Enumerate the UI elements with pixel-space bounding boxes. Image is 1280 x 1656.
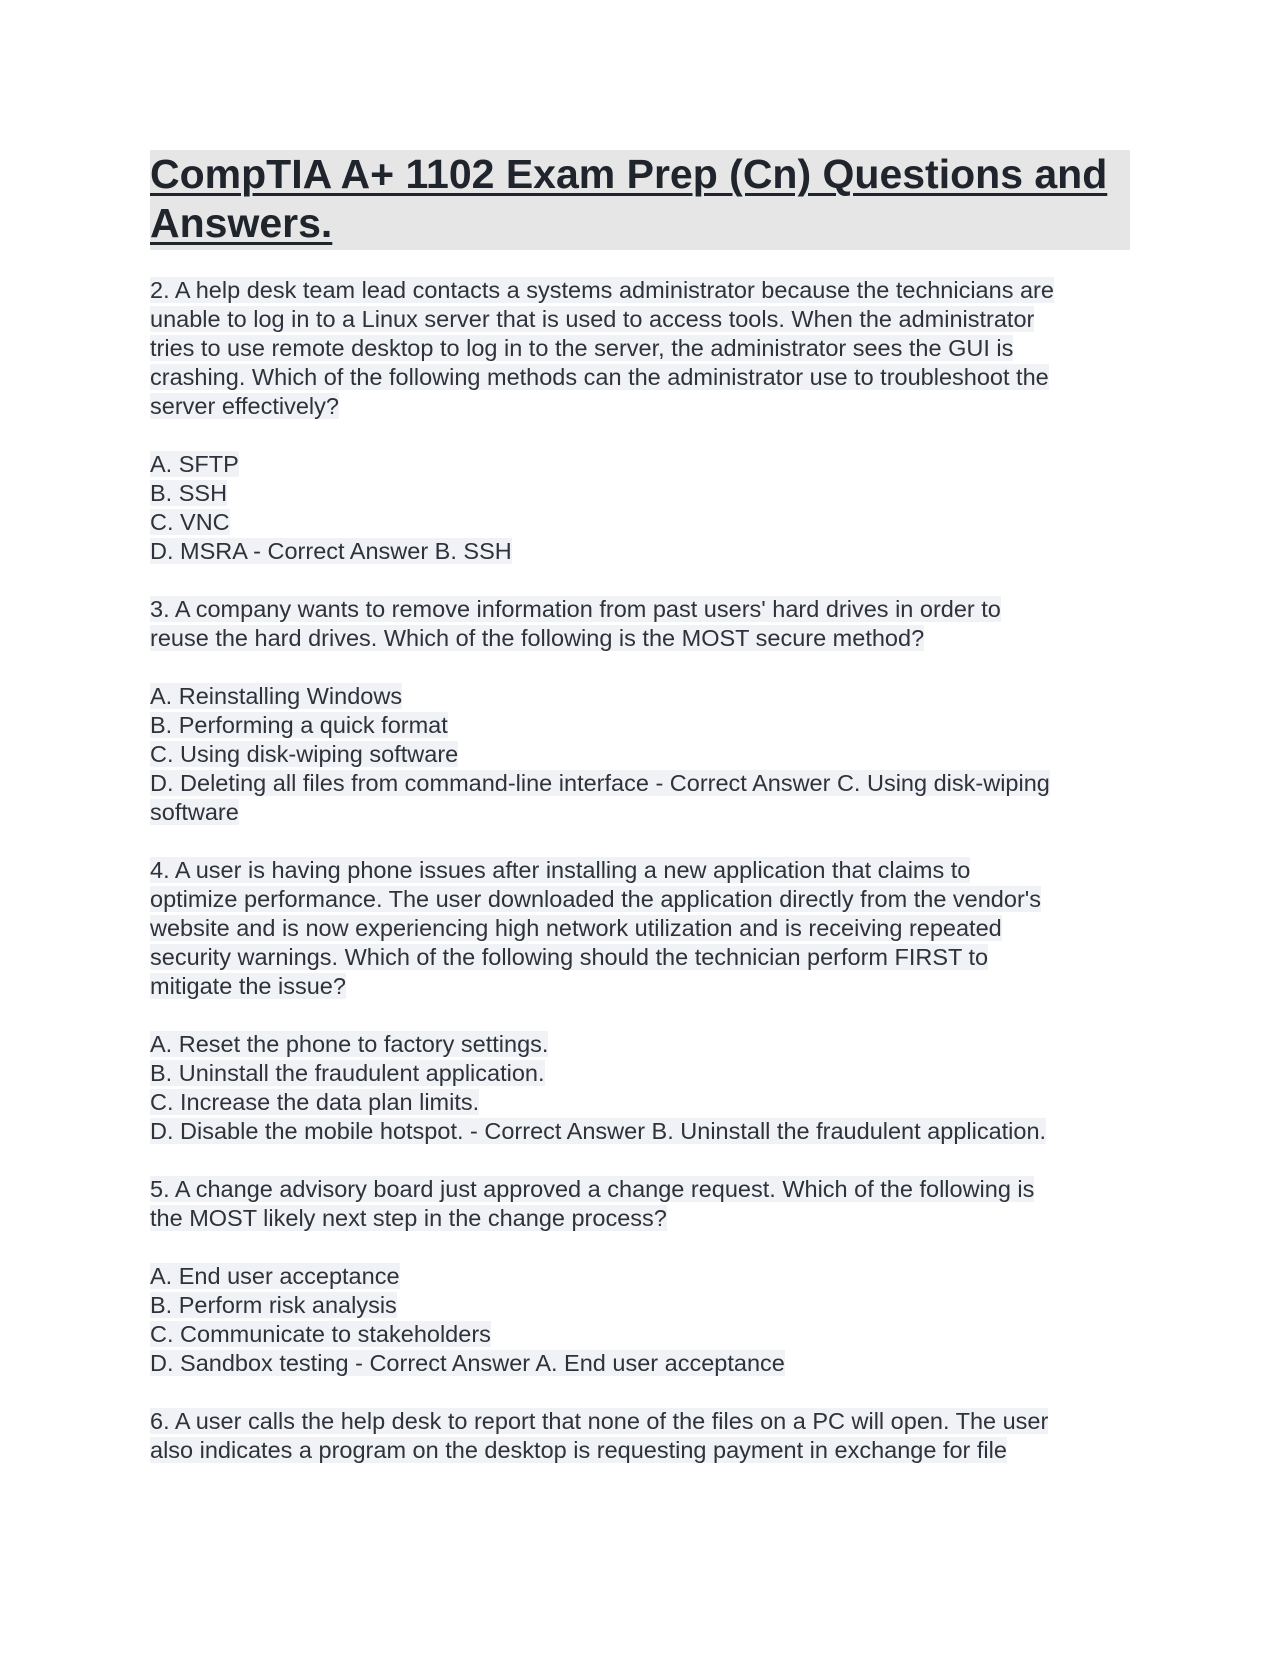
question-line: security warnings. Which of the following should the technician perform FIRST to [150, 944, 989, 970]
option-line: A. Reset the phone to factory settings. [150, 1031, 549, 1057]
page-title: CompTIA A+ 1102 Exam Prep (Cn) Questions and Answers. [150, 151, 1108, 246]
option-line: B. Uninstall the fraudulent application. [150, 1060, 545, 1086]
option-line: A. SFTP [150, 451, 239, 477]
option-line: D. Disable the mobile hotspot. - Correct Answer B. Uninstall the fraudulent application. [150, 1118, 1047, 1144]
option-line: A. Reinstalling Windows [150, 683, 403, 709]
option-line: C. Using disk-wiping software [150, 741, 459, 767]
answer-options [150, 1030, 1130, 1146]
answer-options [150, 1262, 1130, 1378]
question-block [150, 276, 1130, 566]
question-text [150, 856, 1130, 1001]
question-line: server effectively? [150, 393, 339, 419]
option-line: software [150, 799, 239, 825]
question-line: the MOST likely next step in the change process? [150, 1205, 667, 1231]
question-line: unable to log in to a Linux server that is used to access tools. When the administrator [150, 306, 1035, 332]
question-block [150, 1407, 1130, 1465]
question-block [150, 595, 1130, 827]
title-block [150, 150, 1130, 250]
questions-list [150, 276, 1130, 1465]
option-line: B. Perform risk analysis [150, 1292, 397, 1318]
question-text [150, 595, 1130, 653]
answer-options [150, 682, 1130, 827]
question-line: 4. A user is having phone issues after installing a new application that claims to [150, 857, 971, 883]
question-line: 5. A change advisory board just approved a change request. Which of the following is [150, 1176, 1035, 1202]
question-line: website and is now experiencing high network utilization and is receiving repeated [150, 915, 1002, 941]
option-line: B. Performing a quick format [150, 712, 448, 738]
option-line: A. End user acceptance [150, 1263, 400, 1289]
question-block [150, 856, 1130, 1146]
option-line: B. SSH [150, 480, 228, 506]
question-text [150, 1175, 1130, 1233]
option-line: D. Sandbox testing - Correct Answer A. End user acceptance [150, 1350, 785, 1376]
answer-options [150, 450, 1130, 566]
question-text [150, 1407, 1130, 1465]
option-line: C. Increase the data plan limits. [150, 1089, 480, 1115]
question-block [150, 1175, 1130, 1378]
question-line: tries to use remote desktop to log in to the server, the administrator sees the GUI is [150, 335, 1014, 361]
option-line: D. MSRA - Correct Answer B. SSH [150, 538, 512, 564]
question-line: 6. A user calls the help desk to report that none of the files on a PC will open. The user [150, 1408, 1049, 1434]
option-line: C. VNC [150, 509, 230, 535]
question-line: 3. A company wants to remove information from past users' hard drives in order to [150, 596, 1001, 622]
option-line: C. Communicate to stakeholders [150, 1321, 491, 1347]
question-line: crashing. Which of the following methods can the administrator use to troubleshoot the [150, 364, 1049, 390]
question-line: 2. A help desk team lead contacts a systems administrator because the technicians are [150, 277, 1054, 303]
document-page [150, 150, 1130, 1494]
question-line: also indicates a program on the desktop is requesting payment in exchange for file [150, 1437, 1007, 1463]
question-text [150, 276, 1130, 421]
option-line: D. Deleting all files from command-line interface - Correct Answer C. Using disk-wiping [150, 770, 1050, 796]
question-line: reuse the hard drives. Which of the following is the MOST secure method? [150, 625, 925, 651]
question-line: mitigate the issue? [150, 973, 346, 999]
question-line: optimize performance. The user downloaded the application directly from the vendor's [150, 886, 1042, 912]
